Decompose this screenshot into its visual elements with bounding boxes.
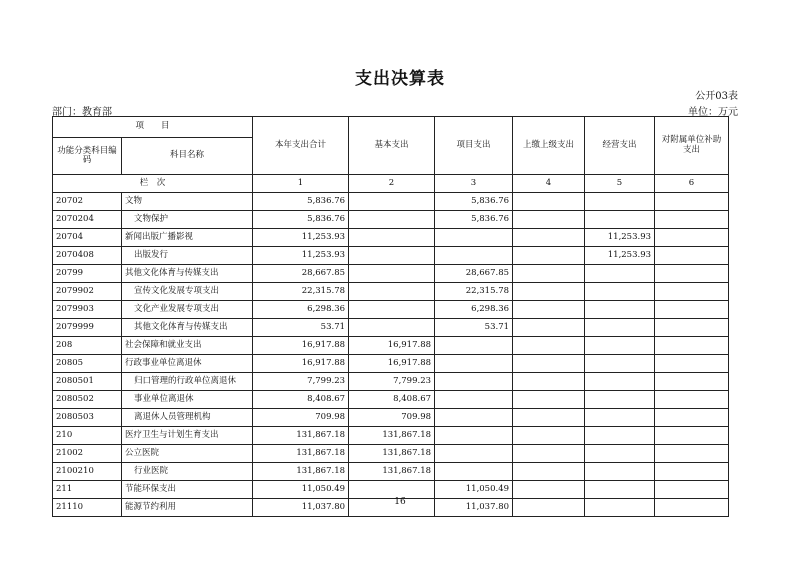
cell-business [585,373,655,391]
cell-code: 2080503 [53,409,122,427]
cell-name: 事业单位离退休 [122,391,253,409]
cell-subsidy [655,409,729,427]
cell-name: 能源节约利用 [122,499,253,517]
cell-code: 21002 [53,445,122,463]
cell-business [585,283,655,301]
cell-total: 11,253.93 [253,247,349,265]
cell-business [585,427,655,445]
cell-business [585,409,655,427]
cell-project: 22,315.78 [435,283,513,301]
index-col-3: 3 [435,175,513,193]
cell-business [585,463,655,481]
cell-business [585,481,655,499]
cell-code: 2070204 [53,211,122,229]
cell-total: 6,298.36 [253,301,349,319]
table-row [53,337,729,355]
page-title: 支出决算表 [355,69,445,89]
cell-code: 20805 [53,355,122,373]
header-upper: 上缴上级支出 [513,117,585,175]
cell-code: 210 [53,427,122,445]
cell-name: 其他文化体育与传媒支出 [122,319,253,337]
cell-upper [513,463,585,481]
cell-upper [513,337,585,355]
cell-project: 53.71 [435,319,513,337]
table-row [53,301,729,319]
table-row [53,211,729,229]
cell-basic [349,319,435,337]
cell-business [585,211,655,229]
cell-subsidy [655,319,729,337]
cell-code: 2079999 [53,319,122,337]
cell-total: 53.71 [253,319,349,337]
cell-business [585,391,655,409]
cell-basic: 16,917.88 [349,355,435,373]
table-row [53,229,729,247]
cell-project: 5,836.76 [435,211,513,229]
cell-code: 20702 [53,193,122,211]
header-subsidy: 对附属单位补助支出 [655,117,729,175]
header-code: 功能分类科目编码 [53,138,122,175]
table-row [53,247,729,265]
cell-total: 28,667.85 [253,265,349,283]
cell-code: 20799 [53,265,122,283]
cell-basic [349,247,435,265]
cell-name: 文化产业发展专项支出 [122,301,253,319]
cell-subsidy [655,463,729,481]
cell-basic [349,301,435,319]
cell-project [435,463,513,481]
cell-name: 公立医院 [122,445,253,463]
table-row [53,283,729,301]
cell-upper [513,391,585,409]
cell-subsidy [655,229,729,247]
cell-name: 文物保护 [122,211,253,229]
cell-total: 131,867.18 [253,463,349,481]
cell-code: 21110 [53,499,122,517]
cell-code: 2080502 [53,391,122,409]
expenditure-table [52,116,729,517]
cell-upper [513,427,585,445]
cell-total: 709.98 [253,409,349,427]
cell-name: 行业医院 [122,463,253,481]
cell-total: 16,917.88 [253,337,349,355]
cell-code: 2079903 [53,301,122,319]
cell-business [585,265,655,283]
cell-subsidy [655,481,729,499]
cell-total: 131,867.18 [253,427,349,445]
cell-subsidy [655,445,729,463]
table-row [53,373,729,391]
cell-subsidy [655,247,729,265]
cell-upper [513,355,585,373]
cell-basic: 709.98 [349,409,435,427]
cell-upper [513,301,585,319]
table-row [53,355,729,373]
header-basic: 基本支出 [349,117,435,175]
cell-business [585,355,655,373]
cell-business [585,319,655,337]
cell-basic [349,283,435,301]
cell-total: 11,037.80 [253,499,349,517]
cell-project [435,391,513,409]
cell-upper [513,247,585,265]
cell-business [585,193,655,211]
cell-code: 208 [53,337,122,355]
cell-upper [513,481,585,499]
cell-project [435,229,513,247]
cell-name: 归口管理的行政单位离退休 [122,373,253,391]
page-number: 16 [394,497,406,507]
cell-upper [513,193,585,211]
cell-code: 2070408 [53,247,122,265]
cell-name: 医疗卫生与计划生育支出 [122,427,253,445]
cell-subsidy [655,211,729,229]
cell-name: 文物 [122,193,253,211]
cell-total: 11,050.49 [253,481,349,499]
cell-subsidy [655,301,729,319]
table-row [53,427,729,445]
cell-code: 2080501 [53,373,122,391]
cell-project [435,247,513,265]
cell-upper [513,373,585,391]
table-row [53,481,729,499]
cell-total: 11,253.93 [253,229,349,247]
cell-subsidy [655,265,729,283]
cell-upper [513,229,585,247]
cell-business [585,301,655,319]
cell-project [435,337,513,355]
cell-code: 2079902 [53,283,122,301]
cell-code: 20704 [53,229,122,247]
cell-project [435,445,513,463]
cell-basic [349,265,435,283]
cell-project [435,427,513,445]
cell-total: 5,836.76 [253,211,349,229]
cell-business [585,445,655,463]
header-project-expenditure: 项目支出 [435,117,513,175]
cell-total: 5,836.76 [253,193,349,211]
cell-total: 131,867.18 [253,445,349,463]
table-row [53,409,729,427]
table-row [53,445,729,463]
table-row [53,265,729,283]
cell-subsidy [655,391,729,409]
cell-upper [513,409,585,427]
cell-basic: 131,867.18 [349,463,435,481]
header-project: 项 目 [53,117,253,138]
cell-basic [349,193,435,211]
cell-total: 16,917.88 [253,355,349,373]
department-label: 部门：教育部 [52,107,112,118]
cell-name: 其他文化体育与传媒支出 [122,265,253,283]
table-row [53,391,729,409]
cell-name: 节能环保支出 [122,481,253,499]
cell-upper [513,283,585,301]
cell-basic: 7,799.23 [349,373,435,391]
cell-business [585,337,655,355]
cell-name: 行政事业单位离退休 [122,355,253,373]
header-total: 本年支出合计 [253,117,349,175]
cell-subsidy [655,337,729,355]
cell-subsidy [655,355,729,373]
header-name: 科目名称 [122,138,253,175]
cell-project [435,373,513,391]
cell-total: 22,315.78 [253,283,349,301]
cell-basic: 131,867.18 [349,445,435,463]
index-col-5: 5 [585,175,655,193]
cell-name: 宣传文化发展专项支出 [122,283,253,301]
cell-upper [513,265,585,283]
cell-basic: 131,867.18 [349,427,435,445]
cell-project: 6,298.36 [435,301,513,319]
table-row [53,463,729,481]
cell-business: 11,253.93 [585,229,655,247]
cell-name: 社会保障和就业支出 [122,337,253,355]
cell-basic: 16,917.88 [349,337,435,355]
cell-name: 出版发行 [122,247,253,265]
cell-basic: 8,408.67 [349,391,435,409]
cell-project: 5,836.76 [435,193,513,211]
cell-project [435,355,513,373]
cell-subsidy [655,283,729,301]
cell-project [435,409,513,427]
cell-code: 2100210 [53,463,122,481]
index-row-label: 栏 次 [53,175,253,193]
cell-upper [513,445,585,463]
cell-basic [349,211,435,229]
header-business: 经营支出 [585,117,655,175]
cell-code: 211 [53,481,122,499]
unit-label: 单位：万元 [688,107,738,118]
cell-project: 11,050.49 [435,481,513,499]
cell-subsidy [655,193,729,211]
table-row [53,193,729,211]
cell-total: 7,799.23 [253,373,349,391]
cell-upper [513,211,585,229]
cell-business: 11,253.93 [585,247,655,265]
cell-name: 离退休人员管理机构 [122,409,253,427]
cell-upper [513,319,585,337]
cell-name: 新闻出版广播影视 [122,229,253,247]
table-row [53,319,729,337]
table-body [53,193,729,517]
index-col-2: 2 [349,175,435,193]
cell-subsidy [655,373,729,391]
cell-project: 28,667.85 [435,265,513,283]
cell-subsidy [655,427,729,445]
cell-project: 11,037.80 [435,499,513,517]
cell-basic [349,229,435,247]
cell-total: 8,408.67 [253,391,349,409]
cell-basic [349,481,435,499]
form-number: 公开03表 [695,91,738,102]
index-col-4: 4 [513,175,585,193]
index-col-1: 1 [253,175,349,193]
index-col-6: 6 [655,175,729,193]
